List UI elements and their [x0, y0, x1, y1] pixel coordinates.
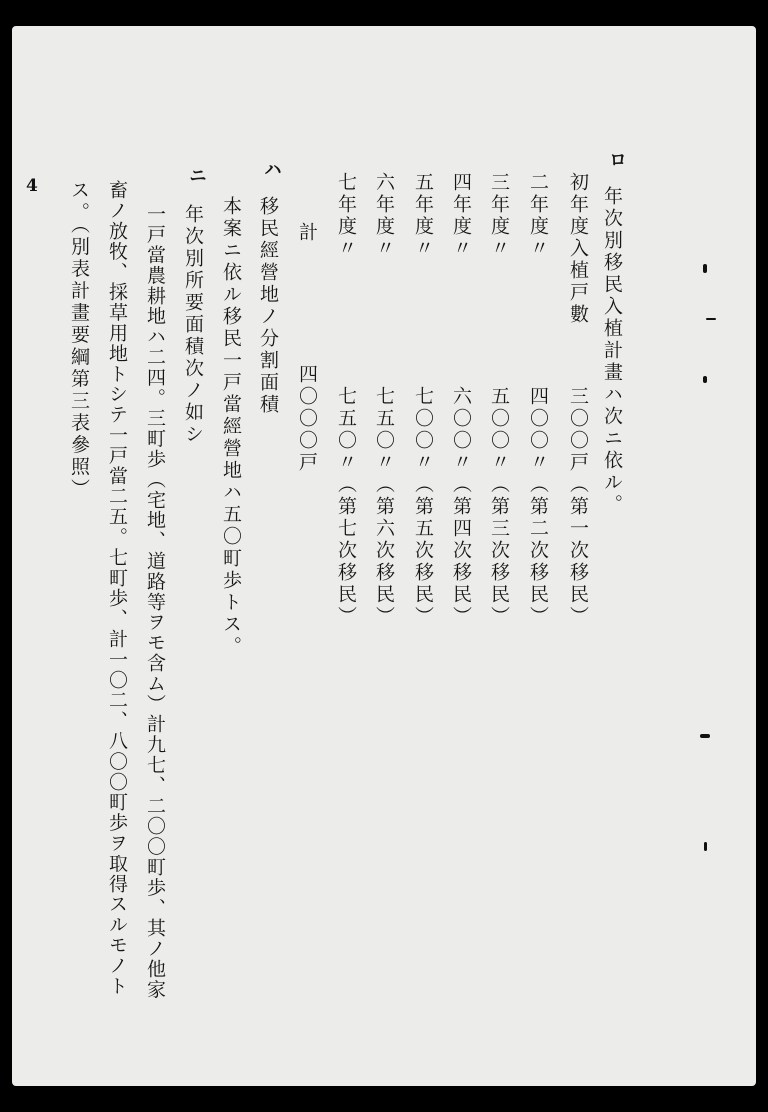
- row-1-count: 三〇〇戸: [567, 386, 589, 474]
- scan-speck: [704, 842, 707, 851]
- row-2-year: 二年度〃: [527, 172, 549, 260]
- row-4-note: （第四次移民）: [450, 474, 472, 628]
- scan-speck: [700, 734, 710, 738]
- row-3-count: 五〇〇〃: [488, 386, 510, 474]
- section-ro-marker: ロ: [606, 150, 627, 171]
- row-3-year: 三年度〃: [488, 172, 510, 260]
- total-value: 四〇〇〇戸: [296, 364, 318, 474]
- section-ni-line-3: ス。（別表計畫要綱第三表參照）: [68, 180, 90, 501]
- section-ni-marker: ニ: [186, 166, 207, 187]
- row-1-year: 初年度入植戸數: [567, 172, 589, 326]
- section-ha-marker: ハ: [261, 160, 282, 181]
- row-6-count: 七五〇〃: [373, 386, 395, 474]
- page-number: 4: [26, 176, 38, 196]
- row-5-count: 七〇〇〃: [412, 386, 434, 474]
- row-2-note: （第二次移民）: [527, 474, 549, 628]
- row-4-year: 四年度〃: [450, 172, 472, 260]
- section-ni-line-1: 一戸當農耕地ハ二四。三町歩（宅地、道路等ヲモ含ム）計九七、二〇〇町歩、其ノ他家: [144, 204, 166, 1000]
- row-4-count: 六〇〇〃: [450, 386, 472, 474]
- row-7-note: （第七次移民）: [335, 474, 357, 628]
- scan-speck: [703, 376, 707, 383]
- row-5-year: 五年度〃: [412, 172, 434, 260]
- scan-speck: [703, 264, 707, 273]
- row-3-note: （第三次移民）: [488, 474, 510, 628]
- row-6-note: （第六次移民）: [373, 474, 395, 628]
- section-ni-heading: 年次別所要面積次ノ如シ: [182, 204, 204, 446]
- section-ha-heading: 移民經營地ノ分割面積: [257, 196, 279, 416]
- row-7-count: 七五〇〃: [335, 386, 357, 474]
- row-7-year: 七年度〃: [335, 172, 357, 260]
- row-5-note: （第五次移民）: [412, 474, 434, 628]
- row-6-year: 六年度〃: [373, 172, 395, 260]
- section-ni-line-2: 畜ノ放牧、採草用地トシテ一戸當二五。七町歩、計一〇二、八〇〇町歩ヲ取得スルモノト: [106, 180, 128, 996]
- total-label: 計: [296, 222, 318, 244]
- section-ha-body: 本案ニ依ル移民一戸當經營地ハ五〇町歩トス。: [220, 196, 242, 658]
- scan-speck: [706, 318, 716, 320]
- section-ro-heading: 年次別移民入植計畫ハ次ニ依ル。: [601, 186, 623, 516]
- row-1-note: （第一次移民）: [567, 474, 589, 628]
- row-2-count: 四〇〇〃: [527, 386, 549, 474]
